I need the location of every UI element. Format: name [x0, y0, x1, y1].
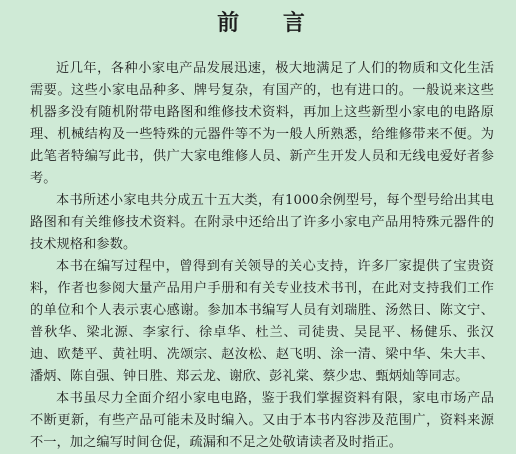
page-title: 前 言	[217, 11, 323, 36]
preface-body	[30, 58, 494, 454]
paragraph-intro: 近几年，各种小家电产品发展迅速，极大地满足了人们的物质和文化生活需要。这些小家电品种多、牌号复杂，有国产的，也有进口的。一般说来这些机器多没有随机附带电路图和维修技术资料，再加上这些新型小家电的电路原理、机械结构及一些特殊的元器件等不为一般人所熟悉，给维修带来不便。为此笔者特编写此书，供广大家电维修人员、新产生开发人员和无线电爱好者参考。	[30, 61, 494, 186]
paragraph-scope: 本书所述小家电共分成五十五大类，有1000余例型号，每个型号给出其电路图和有关维修技术资料。在附录中还给出了许多小家电产品用特殊元器件的技术规格和参数。	[30, 193, 494, 252]
paragraph-disclaimer: 本书虽尽力全面介绍小家电电路，鉴于我们掌握资料有限，家电市场产品不断更新，有些产品可能未及时编入。又由于本书内容涉及范围广，资料来源不一，加之编写时间仓促，疏漏和不足之处敬请读者及时指正。	[30, 391, 494, 450]
paragraph-acknowledgements: 本书在编写过程中，曾得到有关领导的关心支持，许多厂家提供了宝贵资料，作者也参阅大量产品用户手册和有关专业技术书刊，在此对支持我们工作的单位和个人表示衷心感谢。参加本书编写人员有刘瑞胜、汤然日、陈文宁、普秋华、梁北源、李家行、徐卓华、杜兰、司徒贵、吴昆平、杨健乐、张汉迪、欧楚平、黄社明、冼颂宗、赵汝松、赵飞明、涂一清、梁中华、朱大丰、潘炳、陈自强、钟日胜、郑云龙、谢欣、彭礼棠、蔡少忠、甄炳灿等同志。	[30, 259, 494, 384]
